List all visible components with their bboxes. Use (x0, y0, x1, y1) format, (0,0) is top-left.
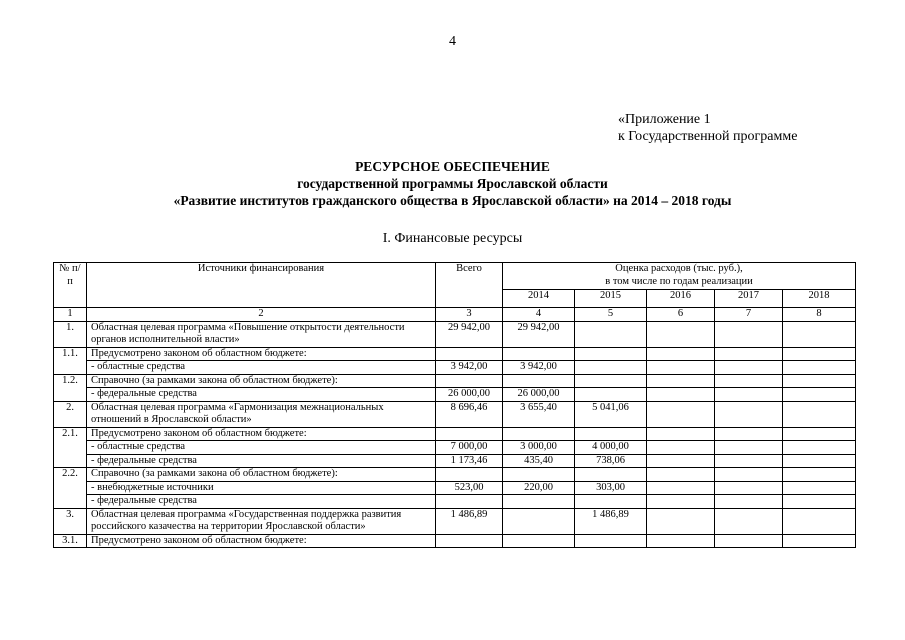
header-estimate-line-1: Оценка расходов (тыс. руб.), (615, 263, 743, 274)
row-total (436, 374, 503, 388)
row-2014: 3 942,00 (503, 361, 575, 375)
row-2018 (783, 534, 856, 548)
row-2015 (575, 374, 647, 388)
row-total: 3 942,00 (436, 361, 503, 375)
row-2017 (715, 441, 783, 455)
table-row (54, 321, 856, 347)
row-2016 (647, 441, 715, 455)
row-2017 (715, 534, 783, 548)
col-number: 3 (436, 308, 503, 322)
row-2017 (715, 374, 783, 388)
header-year-2015: 2015 (575, 290, 647, 308)
table-row (54, 388, 856, 402)
row-num (54, 454, 87, 468)
header-num: № п/п (54, 263, 87, 308)
row-2015: 1 486,89 (575, 508, 647, 534)
row-2018 (783, 508, 856, 534)
table-row (54, 454, 856, 468)
col-number: 6 (647, 308, 715, 322)
row-2018 (783, 401, 856, 427)
row-2015 (575, 468, 647, 482)
col-number: 2 (87, 308, 436, 322)
table-row (54, 441, 856, 455)
document-heading (0, 158, 905, 209)
row-source: - областные средства (87, 361, 436, 375)
row-2014 (503, 508, 575, 534)
row-2018 (783, 481, 856, 495)
table-header (54, 263, 856, 322)
row-source: - федеральные средства (87, 388, 436, 402)
row-2017 (715, 321, 783, 347)
row-2018 (783, 374, 856, 388)
row-2016 (647, 468, 715, 482)
row-2014 (503, 347, 575, 361)
row-2014: 29 942,00 (503, 321, 575, 347)
row-2017 (715, 495, 783, 509)
row-source: Областная целевая программа «Повышение открытости деятельности органов исполнительной власти» (87, 321, 436, 347)
row-source: Предусмотрено законом об областном бюджете: (87, 534, 436, 548)
table-row (54, 361, 856, 375)
row-2015 (575, 388, 647, 402)
row-2018 (783, 454, 856, 468)
row-2018 (783, 427, 856, 441)
heading-line-1: РЕСУРСНОЕ ОБЕСПЕЧЕНИЕ (355, 159, 550, 174)
row-source: - внебюджетные источники (87, 481, 436, 495)
row-total: 8 696,46 (436, 401, 503, 427)
row-num: 1.2. (54, 374, 87, 388)
row-2014: 26 000,00 (503, 388, 575, 402)
row-num: 3.1. (54, 534, 87, 548)
row-2016 (647, 454, 715, 468)
header-estimate-line-2: в том числе по годам реализации (605, 275, 753, 287)
section-title: I. Финансовые ресурсы (382, 231, 523, 246)
row-source: Справочно (за рамками закона об областном бюджете): (87, 374, 436, 388)
row-2016 (647, 347, 715, 361)
row-num: 2.2. (54, 468, 87, 482)
row-total: 1 486,89 (436, 508, 503, 534)
row-num (54, 481, 87, 495)
row-num: 2.1. (54, 427, 87, 441)
row-total: 7 000,00 (436, 441, 503, 455)
header-year-2016: 2016 (647, 290, 715, 308)
row-total: 29 942,00 (436, 321, 503, 347)
column-numbers-row (54, 308, 856, 322)
row-source: Справочно (за рамками закона об областном бюджете): (87, 468, 436, 482)
row-2016 (647, 481, 715, 495)
row-2018 (783, 441, 856, 455)
row-num (54, 495, 87, 509)
row-2017 (715, 361, 783, 375)
col-number: 7 (715, 308, 783, 322)
row-num (54, 388, 87, 402)
row-2015: 4 000,00 (575, 441, 647, 455)
row-2015 (575, 534, 647, 548)
table-row (54, 481, 856, 495)
row-source: - областные средства (87, 441, 436, 455)
heading-line-2: государственной программы Ярославской области (297, 176, 608, 191)
row-2015 (575, 427, 647, 441)
row-2017 (715, 468, 783, 482)
table-row (54, 374, 856, 388)
row-2018 (783, 321, 856, 347)
row-source: - федеральные средства (87, 454, 436, 468)
row-source: Предусмотрено законом об областном бюджете: (87, 427, 436, 441)
table-row (54, 347, 856, 361)
row-2014 (503, 534, 575, 548)
row-2017 (715, 508, 783, 534)
row-2014 (503, 374, 575, 388)
page-number: 4 (449, 34, 456, 49)
row-source: - федеральные средства (87, 495, 436, 509)
row-2016 (647, 427, 715, 441)
row-total (436, 427, 503, 441)
row-2016 (647, 321, 715, 347)
row-num (54, 441, 87, 455)
row-2017 (715, 401, 783, 427)
row-total (436, 534, 503, 548)
appendix-note (618, 111, 797, 145)
row-total: 523,00 (436, 481, 503, 495)
row-num: 1.1. (54, 347, 87, 361)
row-2016 (647, 495, 715, 509)
row-2015: 303,00 (575, 481, 647, 495)
row-2018 (783, 361, 856, 375)
row-2017 (715, 481, 783, 495)
row-2017 (715, 347, 783, 361)
header-total: Всего (436, 263, 503, 308)
row-2018 (783, 347, 856, 361)
row-2014 (503, 468, 575, 482)
row-2017 (715, 427, 783, 441)
appendix-line-1: «Приложение 1 (618, 112, 711, 127)
table-row (54, 427, 856, 441)
row-2016 (647, 534, 715, 548)
row-2014 (503, 427, 575, 441)
row-2015 (575, 495, 647, 509)
col-number: 4 (503, 308, 575, 322)
row-2018 (783, 468, 856, 482)
header-year-2018: 2018 (783, 290, 856, 308)
table-row (54, 534, 856, 548)
col-number: 8 (783, 308, 856, 322)
row-2016 (647, 361, 715, 375)
table-body (54, 321, 856, 548)
table-row (54, 495, 856, 509)
header-year-2017: 2017 (715, 290, 783, 308)
row-2014: 3 655,40 (503, 401, 575, 427)
header-estimate (503, 263, 856, 290)
row-total (436, 347, 503, 361)
row-2014: 3 000,00 (503, 441, 575, 455)
heading-line-3: «Развитие институтов гражданского общества в Ярославской области» на 2014 – 2018 годы (173, 193, 732, 208)
row-source: Предусмотрено законом об областном бюджете: (87, 347, 436, 361)
row-total: 26 000,00 (436, 388, 503, 402)
appendix-line-2: к Государственной программе (618, 129, 798, 144)
row-total: 1 173,46 (436, 454, 503, 468)
row-2016 (647, 508, 715, 534)
row-2018 (783, 388, 856, 402)
col-number: 1 (54, 308, 87, 322)
table-row (54, 401, 856, 427)
row-total (436, 495, 503, 509)
header-year-2014: 2014 (503, 290, 575, 308)
row-2015 (575, 361, 647, 375)
row-2016 (647, 374, 715, 388)
row-2018 (783, 495, 856, 509)
row-2015 (575, 321, 647, 347)
row-num: 1. (54, 321, 87, 347)
table-row (54, 508, 856, 534)
row-2014: 220,00 (503, 481, 575, 495)
row-num: 2. (54, 401, 87, 427)
row-2016 (647, 388, 715, 402)
header-sources: Источники финансирования (87, 263, 436, 308)
row-2015 (575, 347, 647, 361)
row-num: 3. (54, 508, 87, 534)
table-row (54, 468, 856, 482)
resources-table (53, 262, 856, 548)
row-2014: 435,40 (503, 454, 575, 468)
row-2014 (503, 495, 575, 509)
row-2017 (715, 388, 783, 402)
row-2015: 5 041,06 (575, 401, 647, 427)
row-2015: 738,06 (575, 454, 647, 468)
row-total (436, 468, 503, 482)
row-num (54, 361, 87, 375)
row-2017 (715, 454, 783, 468)
col-number: 5 (575, 308, 647, 322)
row-2016 (647, 401, 715, 427)
row-source: Областная целевая программа «Государственная поддержка развития российского казачества на территории Ярославской области» (87, 508, 436, 534)
row-source: Областная целевая программа «Гармонизация межнациональных отношений в Ярославской области» (87, 401, 436, 427)
